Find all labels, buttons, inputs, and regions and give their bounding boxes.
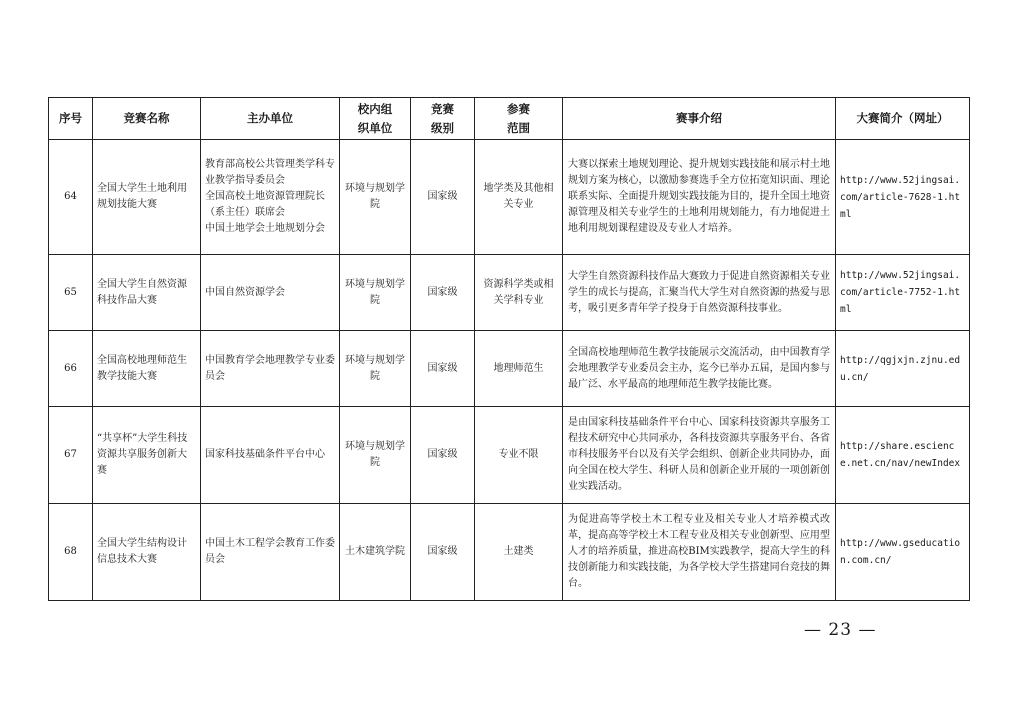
cell-name: “共享杯”大学生科技资源共享服务创新大赛 bbox=[93, 407, 201, 504]
cell-name: 全国高校地理师范生教学技能大赛 bbox=[93, 331, 201, 407]
cell-intro: 全国高校地理师范生教学技能展示交流活动，由中国教育学会地理教学专业委员会主办，迄今已举办五届，是国内参与最广泛、水平最高的地理师范生教学技能比赛。 bbox=[563, 331, 836, 407]
cell-organizer: 中国教育学会地理教学专业委员会 bbox=[201, 331, 340, 407]
cell-organizer: 国家科技基础条件平台中心 bbox=[201, 407, 340, 504]
cell-no: 66 bbox=[49, 331, 93, 407]
cell-url[interactable]: http://share.escience.net.cn/nav/newIndex bbox=[836, 407, 970, 504]
header-organizer: 主办单位 bbox=[201, 98, 340, 140]
cell-level: 国家级 bbox=[411, 331, 475, 407]
cell-name: 全国大学生结构设计信息技术大赛 bbox=[93, 504, 201, 601]
cell-organizer: 中国土木工程学会教育工作委员会 bbox=[201, 504, 340, 601]
page-number: — 23 — bbox=[804, 620, 877, 640]
header-dept: 校内组 织单位 bbox=[340, 98, 411, 140]
cell-dept: 环境与规划学院 bbox=[340, 255, 411, 331]
table-row bbox=[49, 140, 970, 255]
header-no: 序号 bbox=[49, 98, 93, 140]
table-row bbox=[49, 407, 970, 504]
cell-url[interactable]: http://www.52jingsai.com/article-7628-1.html bbox=[836, 140, 970, 255]
cell-scope: 资源科学类或相关学科专业 bbox=[475, 255, 563, 331]
table-row bbox=[49, 255, 970, 331]
table-row bbox=[49, 504, 970, 601]
cell-scope: 专业不限 bbox=[475, 407, 563, 504]
header-name: 竞赛名称 bbox=[93, 98, 201, 140]
cell-url[interactable]: http://www.gseducation.com.cn/ bbox=[836, 504, 970, 601]
cell-intro: 是由国家科技基础条件平台中心、国家科技资源共享服务工程技术研究中心共同承办，各科技资源共享服务平台、各省市科技服务平台以及有关学会组织、创新企业共同协办，面向全国在校大学生、科研人员和创新企业开展的一项创新创业实践活动。 bbox=[563, 407, 836, 504]
cell-no: 65 bbox=[49, 255, 93, 331]
cell-level: 国家级 bbox=[411, 140, 475, 255]
cell-intro: 大学生自然资源科技作品大赛致力于促进自然资源相关专业学生的成长与提高，汇聚当代大学生对自然资源的热爱与思考，吸引更多青年学子投身于自然资源科技事业。 bbox=[563, 255, 836, 331]
cell-level: 国家级 bbox=[411, 407, 475, 504]
cell-dept: 环境与规划学院 bbox=[340, 331, 411, 407]
cell-url[interactable]: http://qgjxjn.zjnu.edu.cn/ bbox=[836, 331, 970, 407]
cell-no: 64 bbox=[49, 140, 93, 255]
cell-intro: 大赛以探索土地规划理论、提升规划实践技能和展示村土地规划方案为核心，以激励参赛选手全方位拓宽知识面、理论联系实际、全面提升规划实践技能为目的，提升全国土地资源管理及相关专业学生的土地利用规划能力，有力地促进土地利用规划课程建设及专业人才培养。 bbox=[563, 140, 836, 255]
table-row bbox=[49, 331, 970, 407]
cell-dept: 环境与规划学院 bbox=[340, 407, 411, 504]
cell-name: 全国大学生自然资源科技作品大赛 bbox=[93, 255, 201, 331]
cell-scope: 地学类及其他相关专业 bbox=[475, 140, 563, 255]
cell-dept: 环境与规划学院 bbox=[340, 140, 411, 255]
header-level: 竞赛 级别 bbox=[411, 98, 475, 140]
cell-level: 国家级 bbox=[411, 504, 475, 601]
cell-level: 国家级 bbox=[411, 255, 475, 331]
header-url: 大赛简介（网址） bbox=[836, 98, 970, 140]
cell-no: 68 bbox=[49, 504, 93, 601]
cell-name: 全国大学生土地利用规划技能大赛 bbox=[93, 140, 201, 255]
cell-intro: 为促进高等学校土木工程专业及相关专业人才培养模式改革，提高高等学校土木工程专业及相关专业创新型、应用型人才的培养质量，推进高校BIM实践教学，提高大学生的科技创新能力和实践技能，为各学校大学生搭建同台竞技的舞台。 bbox=[563, 504, 836, 601]
competition-table bbox=[48, 97, 970, 601]
cell-scope: 地理师范生 bbox=[475, 331, 563, 407]
cell-no: 67 bbox=[49, 407, 93, 504]
cell-url[interactable]: http://www.52jingsai.com/article-7752-1.html bbox=[836, 255, 970, 331]
header-intro: 赛事介绍 bbox=[563, 98, 836, 140]
cell-organizer: 中国自然资源学会 bbox=[201, 255, 340, 331]
cell-scope: 土建类 bbox=[475, 504, 563, 601]
cell-organizer: 教育部高校公共管理类学科专业教学指导委员会 全国高校土地资源管理院长（系主任）联席会 中国土地学会土地规划分会 bbox=[201, 140, 340, 255]
cell-dept: 土木建筑学院 bbox=[340, 504, 411, 601]
header-scope: 参赛 范围 bbox=[475, 98, 563, 140]
table-header-row bbox=[49, 98, 970, 140]
